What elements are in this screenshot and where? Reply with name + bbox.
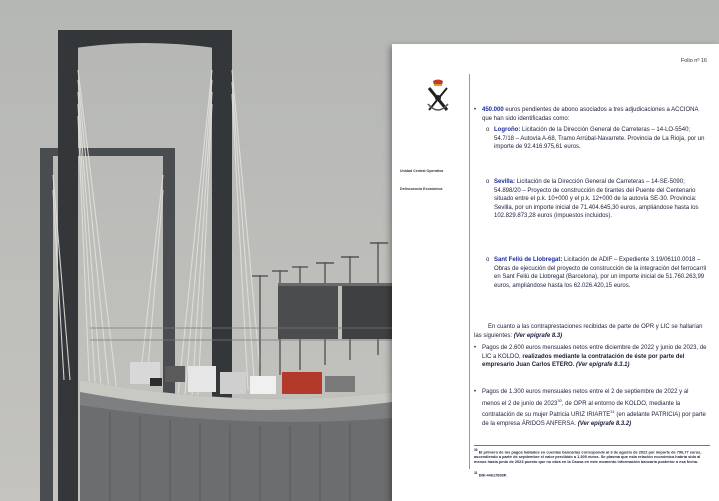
payment1-text: Pagos de 2.600 euros mensuales netos entre diciembre de 2022 y junio de 2023, de LIC a KOLDO,: [482, 345, 707, 360]
list-item-place: Logroño:: [494, 127, 521, 133]
footnote-31: [474, 471, 710, 477]
list-item-text: Licitación de ADIF – Expediente 3.19/06110.0018 – Obras de ejecución del proyecto de construcción de la integración del ferrocarril en Sant Feliú de Llobregat (Barcelona), por un importe inicial de 51.760.263,99 euros, ampliándose hasta los 62.026.420,15 euros.: [494, 257, 707, 289]
intro-amount: 450.000: [482, 107, 504, 113]
intro-bullet: • 450.000 euros pendientes de abono asociados a tres adjudicaciones a ACCIONA que han sido identificadas como:: [474, 107, 699, 122]
intro-text: euros pendientes de abono asociados a tres adjudicaciones a ACCIONA que han sido identificadas como:: [482, 107, 699, 122]
guardia-civil-emblem-icon: [424, 78, 452, 116]
list-item-text: Licitación de la Dirección General de Carreteras – 14-SE-5090; 54.898/20 – Proyecto de construcción de tirantes del Puente del Centenario situado entre el p.k. 10+000 y el p.k. 12+000 de la autovía SE-30. Provincia: Sevilla, por un importe inicial de 71.404.645,30 euros, ampliándose hasta los 102.829.873,28 euros (impuestos incluidos).: [494, 179, 699, 220]
payment-bullet-2: • Pagos de 1.300 euros mensuales netos entre el 2 de septiembre de 2022 y al menos el 2 de junio de 2023$^{30}$, de OPR al entorno de KOLDO, mediante la contratación de su mujer Patricia URIZ IRIARTE$^{31}$ (en adelante PATRICIA) por parte de la empresa ÁRIDOS ANFERSA. (Ver epígrafe 8.3.2): [474, 389, 706, 427]
payment2-mid1: , de OPR al entorno de KOLDO, mediante la contratación de su mujer Patricia URIZ IRIARTE: [482, 400, 681, 419]
footnote-ref-30: 30: [557, 397, 562, 403]
list-item-place: Sevilla:: [494, 179, 516, 185]
list-item-sevilla: o Sevilla: Licitación de la Dirección General de Carreteras – 14-SE-5090; 54.898/20 – Proyecto de construcción de tirantes del Puente del Centenario situado entre el p.k. 10+000 y el p.k. 12+000 de la autovía SE-30. Provincia: Sevilla, por un importe inicial de 71.404.645,30 euros, ampliándose hasta los 102.829.873,28 euros (impuestos incluidos).: [486, 179, 699, 220]
unit-name: Unidad Central Operativa: [400, 169, 444, 173]
road-sign-gantry: [278, 283, 392, 339]
folio-number: Folio nº 16: [680, 58, 707, 64]
payment-bullet-1: • Pagos de 2.600 euros mensuales netos entre diciembre de 2022 y junio de 2023, de LIC a KOLDO, realizados mediante la contratación de éste por parte del empresario Juan Carlos ETERO. (Ver epígrafe 8.3.1): [474, 345, 707, 369]
list-item-place: Sant Feliú de Llobregat:: [494, 257, 563, 263]
footnote-number: 31: [474, 471, 478, 475]
counterpart-paragraph: [474, 323, 708, 340]
para-ref: (Ver epígrafe 8.3): [513, 332, 563, 339]
list-item-logrono: o Logroño: Licitación de la Dirección General de Carreteras – 14-LO-5540; 54.7/18 – Autovía A-68, Tramo Arrúbal-Navarrete. Provincia de La Rioja, por un importe de 92.416.975,61 euros.: [486, 127, 705, 151]
footnote-ref-31: 31: [610, 409, 615, 415]
unit-department: Delincuencia Económica: [400, 187, 443, 191]
list-item-sant-feliu: o Sant Feliú de Llobregat: Licitación de ADIF – Expediente 3.19/06110.0018 – Obras de ejecución del proyecto de construcción de la integración del ferrocarril en Sant Feliú de Llobregat (Barcelona), por un importe inicial de 51.760.263,99 euros, ampliándose hasta los 62.026.420,15 euros.: [486, 257, 707, 289]
document-page: [392, 44, 719, 501]
payment2-mid2: (en adelante PATRICIA) por parte de la empresa ÁRIDOS ANFERSA.: [482, 412, 706, 427]
payment1-bold: realizados mediante la contratación de éste por parte del empresario Juan Carlos ETERO.: [482, 353, 685, 369]
footnote-30: [474, 448, 710, 464]
footnote-text: DNI 44617893P.: [477, 472, 507, 478]
list-item-text: Licitación de la Dirección General de Carreteras – 14-LO-5540; 54.7/18 – Autovía A-68, Tramo Arrúbal-Navarrete. Provincia de La Rioja, por un importe de 92.416.975,61 euros.: [494, 127, 705, 151]
payment2-ref: (Ver epígrafe 8.3.2): [576, 420, 632, 427]
footnote-text: El primero de los pagos hallados en cuentas bancarias corresponde al 3 de agosto de 2022 por importe de 796,77 euros, ascendiendo a partir de septiembre el valor percibido a 1.300 euros. Se plasma que esta relación económica habría sido al menos hasta junio de 2023 puesto que no obra en la Causa en este momento información bancaria posterior a esa fecha.: [474, 449, 702, 465]
footnote-number: 30: [474, 448, 478, 452]
margin-rule: [469, 74, 470, 469]
payment1-ref: (Ver epígrafe 8.3.1): [574, 362, 630, 369]
footnote-rule: [474, 445, 710, 446]
payment2-text: Pagos de 1.300 euros mensuales netos entre el 2 de septiembre de 2022 y al menos el 2 de junio de 2023: [482, 389, 689, 407]
para-text: En cuanto a las contraprestaciones recibidas de parte de OPR y LIC se hallarían las siguientes:: [474, 324, 703, 339]
